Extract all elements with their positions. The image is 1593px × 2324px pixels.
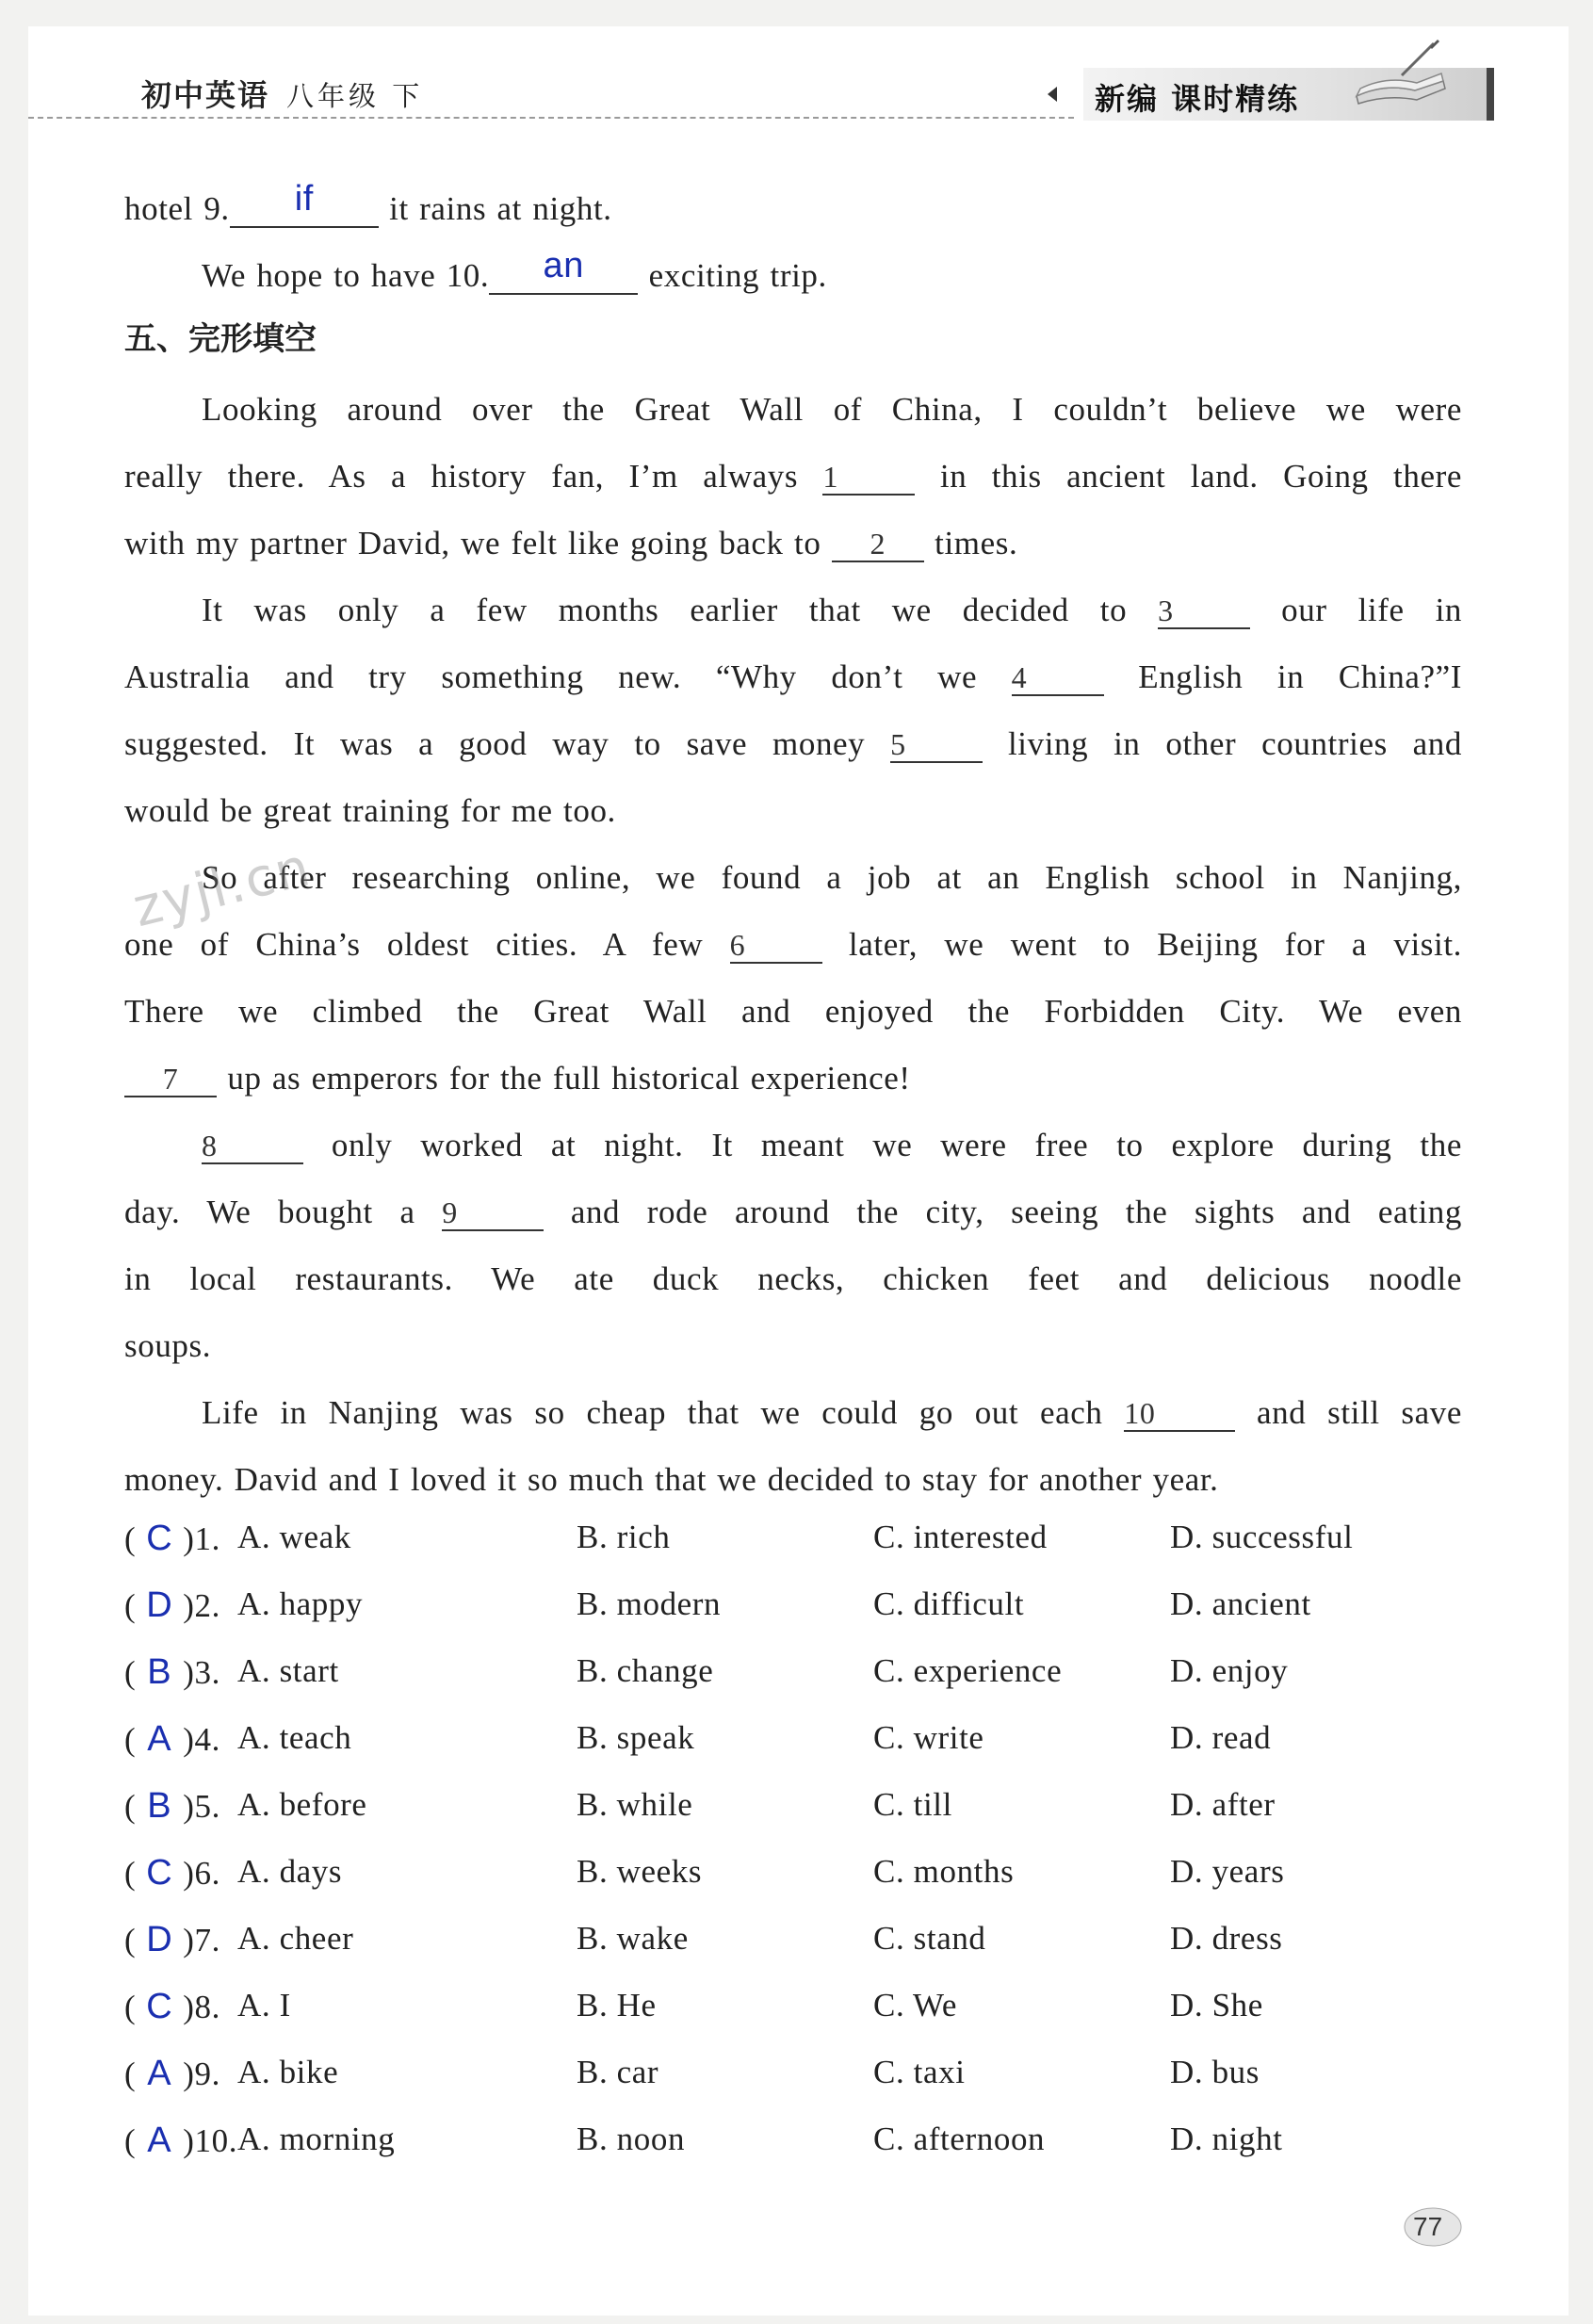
answer-blank-10: an (489, 258, 638, 295)
option-a: A. happy (237, 1585, 364, 1622)
option-d: D. read (1170, 1719, 1272, 1756)
option-d: D. bus (1170, 2054, 1260, 2090)
option-b: B. car (577, 2054, 659, 2090)
option-c: C. till (873, 1786, 952, 1823)
passage-line: Life in Nanjing was so cheap that we could go out each 10 and still save (202, 1394, 1462, 1431)
cloze-blank-2: 2 (832, 527, 924, 562)
passage-line: day. We bought a 9 and rode around the city, seeing the sights and eating (124, 1194, 1462, 1230)
cloze-blank-8: 8 (202, 1129, 303, 1164)
answer-9: A (147, 2054, 172, 2093)
option-b: B. wake (577, 1920, 689, 1957)
option-b: B. rich (577, 1519, 671, 1555)
passage-line: It was only a few months earlier that we decided to 3 our life in (202, 592, 1463, 628)
option-d: D. successful (1170, 1519, 1354, 1555)
header-divider (28, 117, 1074, 119)
option-a: A. cheer (237, 1920, 354, 1957)
option-a: A. morning (237, 2121, 396, 2157)
watermark: zyjl.cn (126, 836, 317, 940)
option-c: C. write (873, 1719, 984, 1756)
option-d: D. after (1170, 1786, 1276, 1823)
answer-blank-9: if (230, 191, 379, 228)
option-c: C. difficult (873, 1585, 1025, 1622)
header-grade: 八年级 下 (286, 80, 424, 112)
passage-line: 8 only worked at night. It meant we were free to explore during the (202, 1127, 1462, 1163)
passage-line: soups. (124, 1327, 212, 1364)
line-question-9: hotel 9. if it rains at night. (124, 179, 612, 227)
option-b: B. modern (577, 1585, 722, 1622)
cloze-blank-1: 1 (822, 460, 915, 496)
option-d: D. enjoy (1170, 1652, 1289, 1689)
option-b: B. noon (577, 2121, 686, 2157)
option-a: A. teach (237, 1719, 352, 1756)
passage-line: Australia and try something new. “Why don’t we 4 English in China?”I (124, 658, 1462, 695)
answer-10: A (147, 2121, 172, 2160)
line-question-10: We hope to have 10. an exciting trip. (202, 246, 827, 294)
option-d: D. years (1170, 1853, 1285, 1890)
cloze-blank-4: 4 (1012, 660, 1104, 696)
option-c: C. experience (873, 1652, 1063, 1689)
books-pen-icon (1347, 38, 1460, 113)
passage-line: suggested. It was a good way to save money 5 living in other countries and (124, 725, 1462, 762)
section-title: 五、完形填空 (124, 320, 317, 358)
option-d: D. She (1170, 1987, 1263, 2023)
option-c: C. interested (873, 1519, 1048, 1555)
answer-3: B (147, 1652, 172, 1692)
passage-line: Looking around over the Great Wall of China, I couldn’t believe we were (202, 391, 1462, 428)
passage-line: would be great training for me too. (124, 792, 616, 829)
cloze-blank-9: 9 (442, 1195, 544, 1231)
option-a: A. weak (237, 1519, 351, 1555)
option-c: C. months (873, 1853, 1015, 1890)
passage-line: So after researching online, we found a job at an English school in Nanjing, (202, 859, 1462, 896)
answer-7: D (146, 1920, 173, 1959)
page-number: 77 (1400, 2204, 1466, 2251)
cloze-blank-7: 7 (124, 1062, 217, 1097)
option-b: B. while (577, 1786, 693, 1823)
option-c: C. stand (873, 1920, 986, 1957)
answer-2: D (146, 1585, 173, 1625)
cloze-blank-6: 6 (730, 928, 822, 964)
passage-line: really there. As a history fan, I’m always 1 in this ancient land. Going there (124, 458, 1463, 495)
option-d: D. dress (1170, 1920, 1283, 1957)
passage-line: money. David and I loved it so much that we decided to stay for another year. (124, 1461, 1219, 1498)
option-a: A. bike (237, 2054, 339, 2090)
option-c: C. taxi (873, 2054, 966, 2090)
option-a: A. days (237, 1853, 343, 1890)
answer-1: C (146, 1519, 173, 1558)
option-c: C. We (873, 1987, 957, 2023)
passage-line: one of China’s oldest cities. A few 6 later, we went to Beijing for a visit. (124, 926, 1462, 963)
option-c: C. afternoon (873, 2121, 1046, 2157)
option-b: B. speak (577, 1719, 695, 1756)
header-book-title: 初中英语 八年级 下 (141, 77, 424, 113)
cloze-blank-3: 3 (1158, 593, 1250, 629)
answer-8: C (146, 1987, 173, 2026)
option-a: A. start (237, 1652, 339, 1689)
option-a: A. before (237, 1786, 367, 1823)
option-b: B. He (577, 1987, 657, 2023)
cloze-blank-5: 5 (890, 727, 983, 763)
triangle-left-icon (1048, 87, 1057, 102)
passage-line: in local restaurants. We ate duck necks, chicken feet and delicious noodle (124, 1260, 1462, 1297)
cloze-blank-10: 10 (1124, 1396, 1235, 1432)
option-d: D. night (1170, 2121, 1283, 2157)
option-b: B. weeks (577, 1853, 703, 1890)
option-b: B. change (577, 1652, 714, 1689)
answer-5: B (147, 1786, 172, 1826)
answer-6: C (146, 1853, 173, 1893)
passage-line: 7 up as emperors for the full historical experience! (124, 1045, 1462, 1112)
header-series-title: 新编 课时精练 (1095, 81, 1300, 117)
answer-4: A (147, 1719, 172, 1759)
option-a: A. I (237, 1987, 291, 2023)
passage-line: There we climbed the Great Wall and enjoyed the Forbidden City. We even (124, 993, 1462, 1030)
option-d: D. ancient (1170, 1585, 1311, 1622)
passage-line: with my partner David, we felt like going back to 2 times. (124, 525, 1018, 561)
